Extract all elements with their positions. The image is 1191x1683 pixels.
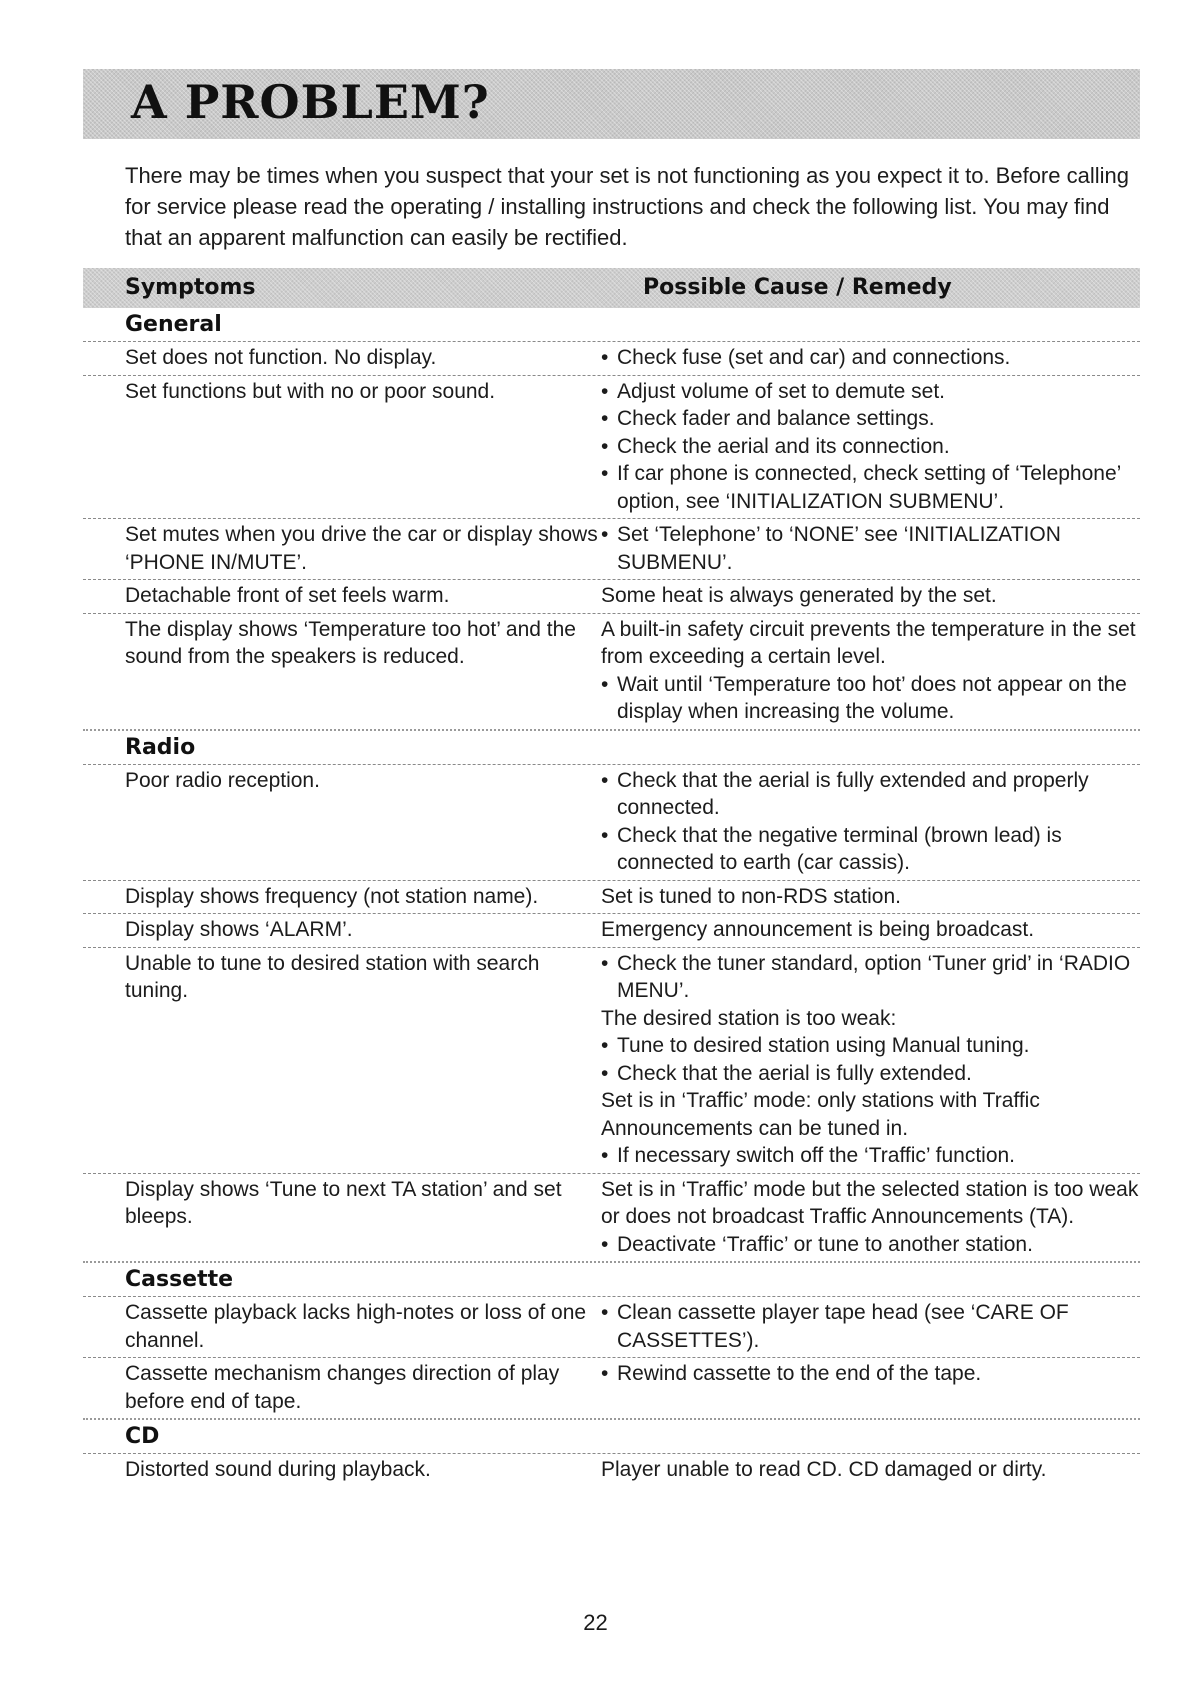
remedy-cell (601, 1454, 1140, 1487)
symptom-text: Display shows ‘ALARM’. (125, 918, 353, 941)
section-title: CD (125, 1424, 160, 1449)
remedy-cell (601, 1174, 1140, 1262)
table-row (83, 880, 1140, 914)
section-general (83, 308, 1140, 729)
remedy-bullet-item: • Check the aerial and its connection. (601, 433, 1140, 461)
remedy-column-header: Possible Cause / Remedy (643, 275, 952, 300)
table-row (83, 613, 1140, 729)
symptom-cell (83, 519, 601, 579)
remedy-text: Set is tuned to non-RDS station. (601, 884, 901, 908)
symptom-cell (83, 614, 601, 729)
symptom-text: The display shows ‘Temperature too hot’ and the sound from the speakers is reduced. (125, 617, 576, 668)
remedy-bullet-item: • Check fuse (set and car) and connections. (601, 344, 1140, 372)
remedy-cell (601, 614, 1140, 729)
remedy-cell (601, 519, 1140, 579)
section-cassette (83, 1261, 1140, 1418)
remedy-bullet-item: • Rewind cassette to the end of the tape. (601, 1360, 1140, 1388)
table-row (83, 1296, 1140, 1357)
remedy-cell (601, 376, 1140, 519)
remedy-cell (601, 881, 1140, 914)
remedy-cell (601, 1358, 1140, 1418)
remedy-bullet-item: • Set ‘Telephone’ to ‘NONE’ see ‘INITIALIZATION SUBMENU’. (601, 521, 1140, 576)
symptom-text: Cassette mechanism changes direction of play before end of tape. (125, 1362, 560, 1413)
remedy-bullet-item: • Clean cassette player tape head (see ‘CARE OF CASSETTES’). (601, 1299, 1140, 1354)
symptom-cell (83, 948, 601, 1173)
symptom-cell (83, 342, 601, 375)
symptom-text: Set does not function. No display. (125, 346, 437, 369)
symptom-cell (83, 1358, 601, 1418)
symptoms-column-header: Symptoms (125, 275, 256, 300)
section-title: General (125, 312, 222, 337)
remedy-bullet-item: • Tune to desired station using Manual tuning. (601, 1032, 1140, 1060)
remedy-cell (601, 1297, 1140, 1357)
symptom-text: Poor radio reception. (125, 768, 320, 792)
symptom-text: Distorted sound during playback. (125, 1458, 431, 1481)
remedy-text: Set is in ‘Traffic’ mode: only stations with Traffic Announcements can be tuned in. (601, 1089, 1040, 1140)
remedy-bullet-item: • Check that the aerial is fully extended and properly connected. (601, 767, 1140, 822)
table-row (83, 947, 1140, 1173)
symptom-text: Display shows frequency (not station name). (125, 884, 539, 908)
remedy-text: The desired station is too weak: (601, 1006, 897, 1030)
symptom-text: Display shows ‘Tune to next TA station’ and set bleeps. (125, 1177, 562, 1228)
page-title: A PROBLEM? (131, 75, 490, 129)
remedy-text: Some heat is always generated by the set. (601, 584, 997, 607)
remedy-bullet-item: • Adjust volume of set to demute set. (601, 378, 1140, 406)
remedy-bullet-item: • Check that the aerial is fully extended. (601, 1060, 1140, 1088)
symptom-cell (83, 881, 601, 914)
table-row (83, 913, 1140, 947)
table-row (83, 1357, 1140, 1418)
section-cd (83, 1418, 1140, 1487)
title-banner (83, 69, 1140, 139)
remedy-cell (601, 342, 1140, 375)
symptom-cell (83, 1297, 601, 1357)
symptom-text: Set mutes when you drive the car or display shows ‘PHONE IN/MUTE’. (125, 523, 598, 574)
table-row (83, 1173, 1140, 1262)
table-row (83, 579, 1140, 613)
remedy-text: A built-in safety circuit prevents the temperature in the set from exceeding a certain level. (601, 617, 1136, 668)
remedy-bullet-item: • If necessary switch off the ‘Traffic’ function. (601, 1142, 1140, 1170)
symptom-text: Unable to tune to desired station with search tuning. (125, 951, 540, 1002)
remedy-bullet-item: • Deactivate ‘Traffic’ or tune to another station. (601, 1231, 1140, 1259)
symptom-text: Set functions but with no or poor sound. (125, 379, 496, 403)
symptom-text: Cassette playback lacks high-notes or loss of one channel. (125, 1301, 587, 1352)
remedy-cell (601, 765, 1140, 880)
symptom-cell (83, 580, 601, 613)
symptom-cell (83, 765, 601, 880)
symptom-cell (83, 1174, 601, 1262)
table-row (83, 1453, 1140, 1487)
remedy-bullet-item: • Check the tuner standard, option ‘Tuner grid’ in ‘RADIO MENU’. (601, 950, 1140, 1005)
remedy-cell (601, 948, 1140, 1173)
section-radio (83, 729, 1140, 1262)
remedy-text: Emergency announcement is being broadcast. (601, 918, 1035, 941)
section-title: Cassette (125, 1267, 234, 1292)
remedy-bullet-item: • Wait until ‘Temperature too hot’ does not appear on the display when increasing the volume. (601, 671, 1140, 726)
remedy-bullet-item: • Check that the negative terminal (brown lead) is connected to earth (car cassis). (601, 822, 1140, 877)
symptom-cell (83, 1454, 601, 1487)
table-row (83, 764, 1140, 880)
table-header (83, 268, 1140, 308)
table-row (83, 375, 1140, 519)
table-row (83, 518, 1140, 579)
remedy-text: Player unable to read CD. CD damaged or dirty. (601, 1458, 1047, 1481)
page-number: 22 (583, 1610, 608, 1635)
remedy-bullet-item: • Check fader and balance settings. (601, 405, 1140, 433)
remedy-cell (601, 580, 1140, 613)
section-title: Radio (125, 734, 196, 760)
remedy-bullet-item: • If car phone is connected, check setting of ‘Telephone’ option, see ‘INITIALIZATION SUBMENU’. (601, 460, 1140, 515)
intro-paragraph: There may be times when you suspect that your set is not functioning as you expect it to. Before calling for service please read the operating / installing instructions and check the following list. You may find that an apparent malfunction can easily be rectified. (125, 163, 1129, 250)
table-row (83, 341, 1140, 375)
remedy-text: Set is in ‘Traffic’ mode but the selected station is too weak or does not broadcast Traffic Announcements (TA). (601, 1177, 1139, 1228)
remedy-cell (601, 914, 1140, 947)
symptom-cell (83, 376, 601, 519)
symptom-text: Detachable front of set feels warm. (125, 584, 450, 607)
symptom-cell (83, 914, 601, 947)
troubleshooting-table (83, 308, 1140, 1487)
